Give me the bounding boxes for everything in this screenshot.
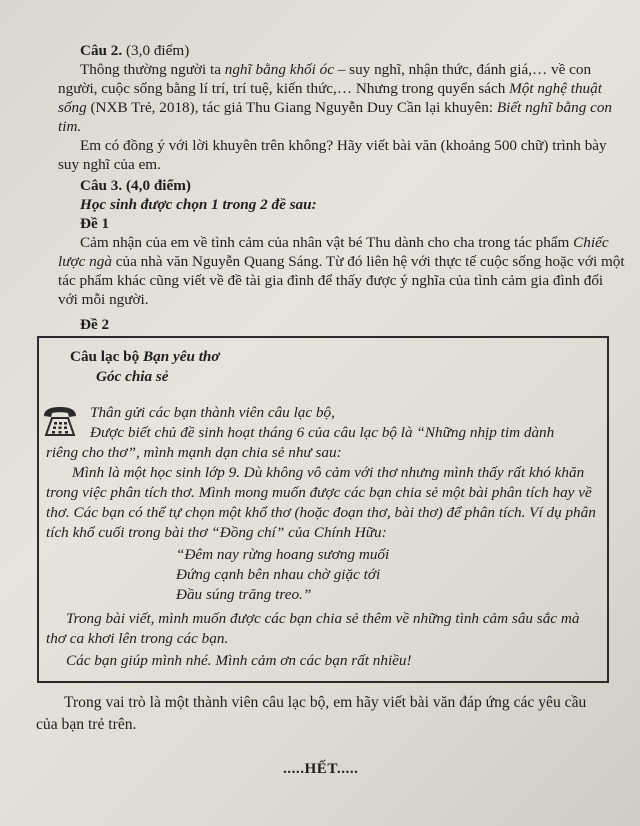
poem-verse-3: Đầu súng trăng treo.”	[176, 586, 312, 603]
letter-line-8: Trong bài viết, mình muốn được các bạn chia sẻ thêm về những tình cảm sâu sắc mà	[66, 610, 580, 627]
letter-line-3: riêng cho thơ”, mình mạnh dạn chia sẻ như sau:	[46, 444, 342, 461]
telephone-icon	[40, 404, 80, 440]
end-marker: .....HẾT.....	[283, 760, 359, 777]
poem-verse-1: “Đêm nay rừng hoang sương muối	[176, 546, 390, 563]
q2-prompt-line-3: sống (NXB Trẻ, 2018), tác giả Thu Giang Nguyễn Duy Cần lại khuyên: Biết nghĩ bằng con	[58, 99, 613, 116]
de1-label: Đề 1	[80, 215, 110, 232]
letter-line-9: thơ ca khơi lên trong các bạn.	[46, 630, 229, 647]
de1-line-2: lược ngà của nhà văn Nguyễn Quang Sáng. Từ đó liên hệ với thực tế cuộc sống hoặc với một	[58, 253, 625, 270]
q3-heading: Câu 3. (4,0 điểm)	[80, 177, 191, 194]
corner-title: Góc chia sẻ	[96, 368, 169, 385]
letter-line-6: thơ. Các bạn có thể tự chọn một khổ thơ (hoặc đoạn thơ, bài thơ) để phân tích. Ví dụ phân	[46, 504, 596, 521]
de1-line-4: với mỗi người.	[58, 291, 149, 308]
letter-line-10: Các bạn giúp mình nhé. Mình cảm ơn các bạn rất nhiều!	[66, 652, 412, 669]
q2-task-line-2: suy nghĩ của em.	[58, 156, 161, 173]
de1-line-1: Cảm nhận của em về tình cảm của nhân vật bé Thu dành cho cha trong tác phẩm Chiếc	[80, 234, 609, 251]
q2-task-line-1: Em có đồng ý với lời khuyên trên không? Hãy viết bài văn (khoảng 500 chữ) trình bày	[80, 137, 607, 154]
club-name: Câu lạc bộ Bạn yêu thơ	[70, 348, 220, 365]
q2-prompt-line-2: người, cuộc sống bằng lí trí, trí tuệ, kiến thức,… Nhưng trong quyển sách Một nghệ thuật	[58, 80, 602, 97]
letter-line-7: tích khổ cuối trong bài thơ “Đồng chí” của Chính Hữu:	[46, 524, 387, 541]
q2-heading: Câu 2. (3,0 điểm)	[80, 42, 190, 59]
de1-line-3: tác phẩm khác cũng viết về đề tài gia đình để thấy được ý nghĩa của tình cảm gia đình đối	[58, 272, 604, 289]
letter-line-5: trong việc phân tích thơ. Mình mong muốn được các bạn chia sẻ một bài phân tích hay về	[46, 484, 592, 501]
q2-prompt-line-4: tim.	[58, 118, 82, 135]
q3-choose-note: Học sinh được chọn 1 trong 2 đề sau:	[80, 196, 317, 213]
task-line-1: Trong vai trò là một thành viên câu lạc bộ, em hãy viết bài văn đáp ứng các yêu cầu	[64, 694, 587, 711]
poem-verse-2: Đứng cạnh bên nhau chờ giặc tới	[176, 566, 381, 583]
letter-line-4: Mình là một học sinh lớp 9. Dù không vô cảm với thơ nhưng mình thấy rất khó khăn	[72, 464, 585, 481]
letter-line-1: Thân gửi các bạn thành viên câu lạc bộ,	[90, 404, 335, 421]
task-line-2: của bạn trẻ trên.	[36, 716, 137, 733]
q2-prompt-line-1: Thông thường người ta nghĩ bằng khối óc – suy nghĩ, nhận thức, đánh giá,… về con	[80, 61, 592, 78]
de2-label: Đề 2	[80, 316, 110, 333]
letter-line-2: Được biết chủ đề sinh hoạt tháng 6 của câu lạc bộ là “Những nhịp tim dành	[90, 424, 555, 441]
